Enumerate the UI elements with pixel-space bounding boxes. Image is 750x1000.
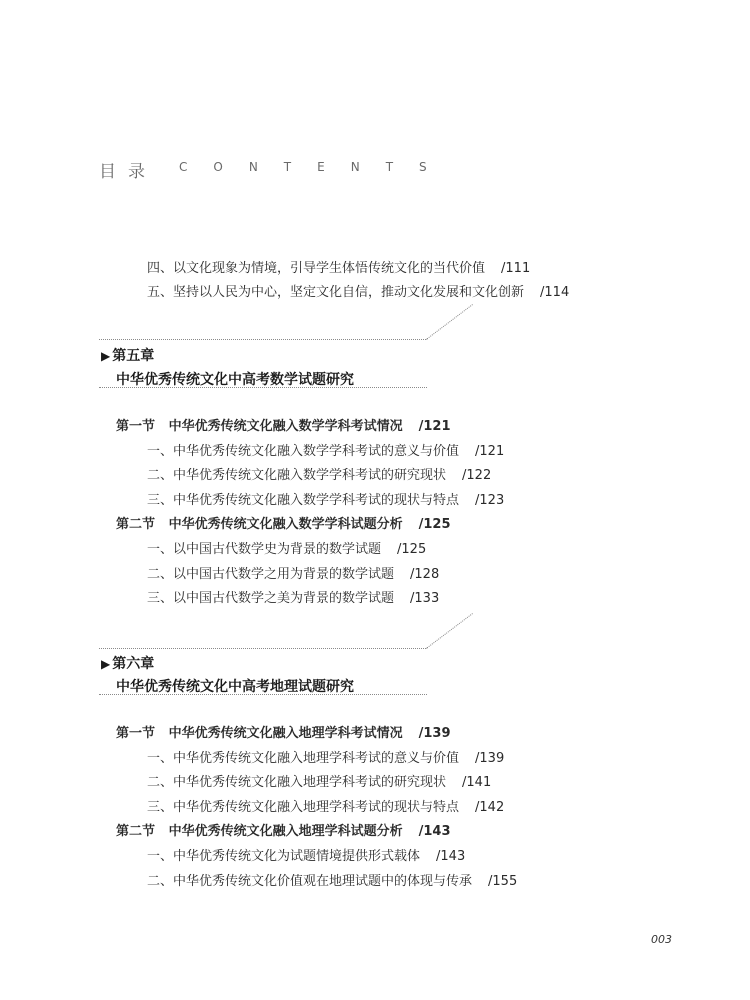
- section-entry[interactable]: [116, 517, 451, 533]
- entry-text: 一、中华优秀传统文化融入地理学科考试的意义与价值: [147, 751, 460, 766]
- section-label: 第二节: [116, 824, 156, 839]
- section-page: /143: [418, 824, 451, 839]
- section-text: 中华优秀传统文化融入地理学科考试情况: [168, 726, 403, 741]
- section-page: /121: [418, 419, 451, 434]
- toc-entry[interactable]: [147, 591, 439, 607]
- divider-slash: [426, 304, 473, 340]
- section-text: 中华优秀传统文化融入数学学科试题分析: [168, 517, 403, 532]
- entry-text: 一、中华优秀传统文化融入数学学科考试的意义与价值: [147, 444, 460, 459]
- section-entry[interactable]: [116, 824, 451, 840]
- entry-page: /133: [410, 591, 440, 606]
- toc-entry[interactable]: [147, 444, 504, 460]
- toc-entry[interactable]: [147, 285, 569, 301]
- triangle-right-icon: ▶: [101, 349, 111, 363]
- chapter-number: 第五章: [112, 348, 155, 364]
- section-page: /125: [418, 517, 451, 532]
- section-text: 中华优秀传统文化融入地理学科试题分析: [168, 824, 403, 839]
- toc-entry[interactable]: [147, 849, 465, 865]
- entry-page: /143: [436, 849, 466, 864]
- section-text: 中华优秀传统文化融入数学学科考试情况: [168, 419, 403, 434]
- entry-page: /128: [410, 567, 440, 582]
- section-entry[interactable]: [116, 726, 451, 742]
- entry-text: 五、坚持以人民为中心，坚定文化自信，推动文化发展和文化创新: [147, 285, 525, 300]
- chapter-divider: [99, 339, 426, 340]
- toc-entry[interactable]: [147, 751, 504, 767]
- toc-entry[interactable]: [147, 493, 504, 509]
- entry-text: 三、中华优秀传统文化融入数学学科考试的现状与特点: [147, 493, 460, 508]
- entry-text: 一、以中国古代数学史为背景的数学试题: [147, 542, 382, 557]
- entry-page: /121: [475, 444, 505, 459]
- chapter-label[interactable]: [101, 653, 154, 673]
- chapter-divider: [99, 648, 426, 649]
- toc-entry[interactable]: [147, 542, 426, 558]
- toc-entry[interactable]: [147, 775, 491, 791]
- toc-entry[interactable]: [147, 261, 530, 277]
- section-label: 第二节: [116, 517, 156, 532]
- entry-page: /122: [462, 468, 492, 483]
- entry-page: /125: [397, 542, 427, 557]
- toc-entry[interactable]: [147, 874, 517, 890]
- entry-page: /114: [540, 285, 570, 300]
- entry-text: 三、中华优秀传统文化融入地理学科考试的现状与特点: [147, 800, 460, 815]
- entry-page: /155: [488, 874, 518, 889]
- chapter-title[interactable]: 中华优秀传统文化中高考数学试题研究: [116, 372, 354, 388]
- entry-page: /139: [475, 751, 505, 766]
- chapter-title-underline: [99, 387, 427, 388]
- toc-entry[interactable]: [147, 800, 504, 816]
- chapter-number: 第六章: [112, 656, 155, 672]
- toc-title-cn: 目录: [99, 162, 157, 182]
- triangle-right-icon: ▶: [101, 657, 111, 671]
- section-label: 第一节: [116, 419, 156, 434]
- toc-entry[interactable]: [147, 567, 439, 583]
- section-label: 第一节: [116, 726, 156, 741]
- entry-page: /142: [475, 800, 505, 815]
- entry-page: /123: [475, 493, 505, 508]
- entry-page: /111: [501, 261, 531, 276]
- chapter-title-underline: [99, 694, 427, 695]
- entry-text: 二、以中国古代数学之用为背景的数学试题: [147, 567, 395, 582]
- toc-title-en: CONTENTS: [179, 160, 453, 174]
- entry-page: /141: [462, 775, 492, 790]
- toc-entry[interactable]: [147, 468, 491, 484]
- entry-text: 二、中华优秀传统文化融入地理学科考试的研究现状: [147, 775, 447, 790]
- chapter-label[interactable]: [101, 345, 154, 365]
- entry-text: 一、中华优秀传统文化为试题情境提供形式载体: [147, 849, 421, 864]
- entry-text: 四、以文化现象为情境，引导学生体悟传统文化的当代价值: [147, 261, 486, 276]
- page-number: 003: [651, 933, 672, 946]
- entry-text: 二、中华优秀传统文化价值观在地理试题中的体现与传承: [147, 874, 473, 889]
- section-entry[interactable]: [116, 419, 451, 435]
- section-page: /139: [418, 726, 451, 741]
- entry-text: 三、以中国古代数学之美为背景的数学试题: [147, 591, 395, 606]
- divider-slash: [426, 613, 473, 649]
- chapter-title[interactable]: 中华优秀传统文化中高考地理试题研究: [116, 679, 354, 695]
- entry-text: 二、中华优秀传统文化融入数学学科考试的研究现状: [147, 468, 447, 483]
